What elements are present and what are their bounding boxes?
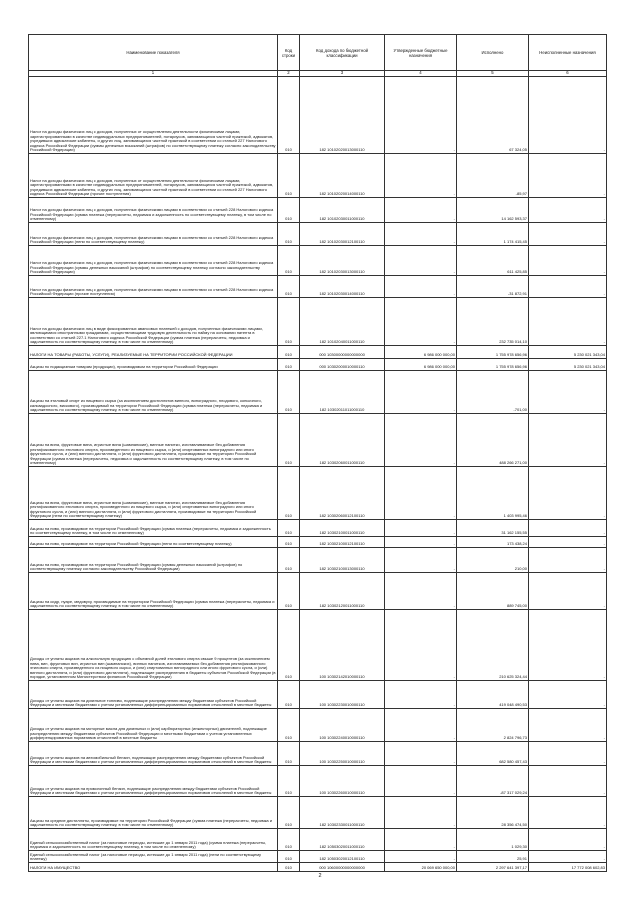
cell-name: Акцизы на пиво, производимое на территории Российской Федерации (суммы денежных взысканий (штрафов) по соответствующему платежу согласно законодательству Российской Федерации) bbox=[29, 548, 278, 573]
cell-approved: - bbox=[385, 414, 457, 467]
cell-unexecuted: - bbox=[529, 246, 607, 276]
cell-kbk: 182 10102020014000110 bbox=[300, 154, 385, 198]
cell-approved: - bbox=[385, 766, 457, 797]
revenue-table bbox=[28, 34, 607, 872]
cell-name: Налог на доходы физических лиц с доходов, полученных физическими лицами в соответствии со статьей 228 Налогового кодекса Российской Федерации (сумма платежа (перерасчеты, недоимка и задолженность по соответствующему платежу, в том числе по отмененному) bbox=[29, 198, 278, 223]
cell-unexecuted: - bbox=[529, 371, 607, 414]
cell-name: Налог на доходы физических лиц с доходов, полученных физическими лицами в соответствии со статьей 228 Налогового кодекса Российской Федерации (суммы денежных взысканий (штрафов) по соответствующему платежу согласно законодательству Российской Федерации) bbox=[29, 246, 278, 276]
cell-name: Налог на доходы физических лиц с доходов, полученных от осуществления деятельности физическими лицами, зарегистрированными в качестве индивидуальных предпринимателей, нотариусов, занимающихся частной практикой, адвокатов, учредивших адвокатские кабинеты, и других лиц, занимающихся частной практикой в соответствии со статьей 227 Налогового кодекса Российской Федерации (суммы денежных взысканий (штрафов) по соответствующему платежу согласно законодательству Российской Федерации) bbox=[29, 77, 278, 154]
cell-unexecuted: - bbox=[529, 548, 607, 573]
cell-executed: 1 029,30 bbox=[457, 829, 529, 851]
column-number: 4 bbox=[385, 71, 457, 77]
cell-name: Акцизы на вина, фруктовые вина, игристые вина (шампанские), винные напитки, изготавливаемые без добавления ректификованного этилового спирта, произведенного из пищевого сырья, и (или) спиртованных виноградного или иного фруктового сусла, и (или) винного дистиллята, и (или) фруктового дистиллята, производимые на территории Российской Федерации (сумма платежа (перерасчеты, недоимка и задолженность по соответствующему платежу, в том числе по отмененному) bbox=[29, 414, 278, 467]
cell-approved: 20 069 650 000,00 bbox=[385, 863, 457, 872]
column-number: 3 bbox=[300, 71, 385, 77]
cell-code: 010 bbox=[278, 276, 300, 298]
cell-kbk: 000 10600000000000000 bbox=[300, 863, 385, 872]
cell-executed: 28 356 474,50 bbox=[457, 797, 529, 829]
cell-unexecuted: - bbox=[529, 198, 607, 223]
table-row bbox=[29, 610, 607, 681]
cell-code: 010 bbox=[278, 863, 300, 872]
cell-approved: - bbox=[385, 276, 457, 298]
cell-unexecuted: - bbox=[529, 851, 607, 863]
cell-code: 010 bbox=[278, 537, 300, 548]
cell-approved: - bbox=[385, 851, 457, 863]
cell-code: 010 bbox=[278, 246, 300, 276]
cell-code: 010 bbox=[278, 797, 300, 829]
cell-code: 010 bbox=[278, 223, 300, 246]
cell-code: 010 bbox=[278, 709, 300, 742]
table-row bbox=[29, 742, 607, 766]
cell-unexecuted: - bbox=[529, 573, 607, 610]
header-executed: Исполнено bbox=[457, 35, 529, 71]
column-number: 6 bbox=[529, 71, 607, 77]
cell-executed: 1 403 995,46 bbox=[457, 467, 529, 520]
cell-name: Акцизы по подакцизным товарам (продукции), производимым на территории Российской Федерации bbox=[29, 359, 278, 371]
cell-unexecuted: - bbox=[529, 537, 607, 548]
table-header-row bbox=[29, 35, 607, 71]
cell-approved: - bbox=[385, 797, 457, 829]
cell-kbk: 182 10302100013000110 bbox=[300, 548, 385, 573]
table-row bbox=[29, 276, 607, 298]
table-row bbox=[29, 573, 607, 610]
cell-executed: 1 174 415,45 bbox=[457, 223, 529, 246]
cell-executed: 25,91 bbox=[457, 851, 529, 863]
cell-approved: - bbox=[385, 829, 457, 851]
cell-name: Единый сельскохозяйственный налог (за налоговые периоды, истекшие до 1 января 2011 года) (сумма платежа (перерасчеты, недоимка и задолженность по соответствующему платежу, в том числе по отмененному) bbox=[29, 829, 278, 851]
cell-executed: 210,00 bbox=[457, 548, 529, 573]
cell-approved: - bbox=[385, 467, 457, 520]
table-row bbox=[29, 829, 607, 851]
cell-kbk: 100 10302142010000110 bbox=[300, 610, 385, 681]
column-number: 1 bbox=[29, 71, 278, 77]
cell-kbk: 182 10102030014000110 bbox=[300, 276, 385, 298]
cell-executed: 611 425,85 bbox=[457, 246, 529, 276]
cell-unexecuted: 17 772 008 602,83 bbox=[529, 863, 607, 872]
cell-executed: -31 872,91 bbox=[457, 276, 529, 298]
cell-executed: 1 755 978 656,96 bbox=[457, 346, 529, 359]
cell-executed: 488 266 271,00 bbox=[457, 414, 529, 467]
cell-code: 010 bbox=[278, 851, 300, 863]
cell-kbk: 182 10302060011000110 bbox=[300, 414, 385, 467]
cell-kbk: 100 10302250010000110 bbox=[300, 742, 385, 766]
cell-code: 010 bbox=[278, 766, 300, 797]
cell-unexecuted: - bbox=[529, 77, 607, 154]
cell-name: Доходы от уплаты акцизов на прямогонный бензин, подлежащие распределению между бюджетами субъектов Российской Федерации и местными бюджетами с учетом установленных дифференцированных нормативов отчислений в местные бюджеты bbox=[29, 766, 278, 797]
cell-unexecuted: - bbox=[529, 610, 607, 681]
cell-approved: - bbox=[385, 371, 457, 414]
cell-unexecuted: - bbox=[529, 467, 607, 520]
cell-code: 010 bbox=[278, 77, 300, 154]
cell-name: Акцизы на сидр, пуаре, медовуху, производимые на территории Российской Федерации (сумма платежа (перерасчеты, недоимка и задолженность по соответствующему платежу, в том числе по отмененному) bbox=[29, 573, 278, 610]
table-row bbox=[29, 154, 607, 198]
header-unexecuted: Неисполненные назначения bbox=[529, 35, 607, 71]
cell-code: 010 bbox=[278, 573, 300, 610]
cell-executed: 232 735 014,10 bbox=[457, 298, 529, 346]
table-row bbox=[29, 371, 607, 414]
cell-code: 010 bbox=[278, 467, 300, 520]
cell-code: 010 bbox=[278, 681, 300, 709]
cell-name: Единый сельскохозяйственный налог (за налоговые периоды, истекшие до 1 января 2011 года) (пени по соответствующему платежу) bbox=[29, 851, 278, 863]
cell-code: 010 bbox=[278, 414, 300, 467]
cell-executed: 2 824 796,73 bbox=[457, 709, 529, 742]
cell-approved: - bbox=[385, 681, 457, 709]
cell-executed: 31 162 155,55 bbox=[457, 520, 529, 537]
cell-kbk: 182 10503020011000110 bbox=[300, 829, 385, 851]
cell-executed: -87 317 029,24 bbox=[457, 766, 529, 797]
cell-kbk: 182 10102030011000110 bbox=[300, 198, 385, 223]
cell-unexecuted: - bbox=[529, 414, 607, 467]
cell-approved: - bbox=[385, 610, 457, 681]
page-number: 2 bbox=[318, 873, 322, 879]
cell-approved: - bbox=[385, 573, 457, 610]
cell-kbk: 182 10302100011000110 bbox=[300, 520, 385, 537]
cell-executed: 889 745,00 bbox=[457, 573, 529, 610]
cell-unexecuted: - bbox=[529, 681, 607, 709]
cell-code: 010 bbox=[278, 154, 300, 198]
table-row bbox=[29, 359, 607, 371]
cell-approved: - bbox=[385, 246, 457, 276]
cell-unexecuted: - bbox=[529, 520, 607, 537]
cell-approved: - bbox=[385, 537, 457, 548]
table-row bbox=[29, 520, 607, 537]
cell-unexecuted: - bbox=[529, 154, 607, 198]
table-body bbox=[29, 77, 607, 872]
table-row bbox=[29, 223, 607, 246]
cell-name: НАЛОГИ НА ИМУЩЕСТВО bbox=[29, 863, 278, 872]
table-row bbox=[29, 77, 607, 154]
cell-name: Акцизы на пиво, производимое на территории Российской Федерации (сумма платежа (перерасчеты, недоимка и задолженность по соответствующему платежу, в том числе по отмененному) bbox=[29, 520, 278, 537]
cell-code: 010 bbox=[278, 829, 300, 851]
cell-executed: 2 297 641 397,17 bbox=[457, 863, 529, 872]
cell-unexecuted: - bbox=[529, 797, 607, 829]
cell-unexecuted: - bbox=[529, 766, 607, 797]
header-approved: Утвержденные бюджетные назначения bbox=[385, 35, 457, 71]
cell-unexecuted: 5 230 021 343,04 bbox=[529, 346, 607, 359]
cell-unexecuted: - bbox=[529, 742, 607, 766]
cell-name: Налог на доходы физических лиц с доходов, полученных физическими лицами в соответствии со статьей 228 Налогового кодекса Российской Федерации (прочие поступления) bbox=[29, 276, 278, 298]
table-row bbox=[29, 467, 607, 520]
cell-approved: - bbox=[385, 154, 457, 198]
header-row-code: Код строки bbox=[278, 35, 300, 71]
table-row bbox=[29, 681, 607, 709]
cell-name: Налог на доходы физических лиц с доходов, полученных физическими лицами в соответствии со статьей 228 Налогового кодекса Российской Федерации (пени по соответствующему платежу) bbox=[29, 223, 278, 246]
cell-name: Налог на доходы физических лиц с доходов, полученных от осуществления деятельности физическими лицами, зарегистрированными в качестве индивидуальных предпринимателей, нотариусов, занимающихся частной практикой, адвокатов, учредивших адвокатские кабинеты, и других лиц, занимающихся частной практикой в соответствии со статьей 227 Налогового кодекса Российской Федерации (прочие поступления) bbox=[29, 154, 278, 198]
cell-kbk: 182 10102040011000110 bbox=[300, 298, 385, 346]
cell-approved: - bbox=[385, 742, 457, 766]
cell-code: 010 bbox=[278, 346, 300, 359]
cell-kbk: 000 10302000010000110 bbox=[300, 359, 385, 371]
table-row bbox=[29, 198, 607, 223]
cell-approved: - bbox=[385, 520, 457, 537]
cell-name: Налог на доходы физических лиц в виде фиксированных авансовых платежей с доходов, полученных физическими лицами, являющимися иностранными гражданами, осуществляющими трудовую деятельность по найму на основании патента в соответствии со статьей 227.1 Налогового кодекса Российской Федерации (сумма платежа (перерасчеты, недоимка и задолженность по соответствующему платежу, в том числе по отмененному) bbox=[29, 298, 278, 346]
cell-code: 010 bbox=[278, 198, 300, 223]
cell-code: 010 bbox=[278, 610, 300, 681]
cell-executed: 173 438,24 bbox=[457, 537, 529, 548]
cell-kbk: 100 10302240010000110 bbox=[300, 709, 385, 742]
header-indicator-name: Наименование показателя bbox=[29, 35, 278, 71]
cell-kbk: 182 10102030013000110 bbox=[300, 246, 385, 276]
cell-name: Доходы от уплаты акцизов на дизельное топливо, подлежащие распределению между бюджетами субъектов Российской Федерации и местными бюджетами с учетом установленных дифференцированных нормативов отчислений в местные бюджеты bbox=[29, 681, 278, 709]
cell-approved: - bbox=[385, 298, 457, 346]
cell-code: 010 bbox=[278, 371, 300, 414]
cell-approved: 6 986 000 000,00 bbox=[385, 359, 457, 371]
cell-name: Акцизы на средние дистилляты, производимые на территории Российской Федерации (сумма платежа (перерасчеты, недоимка и задолженность по соответствующему платежу, в том числе по отмененному) bbox=[29, 797, 278, 829]
cell-unexecuted: - bbox=[529, 709, 607, 742]
cell-kbk: 182 10503020012100110 bbox=[300, 851, 385, 863]
cell-name: НАЛОГИ НА ТОВАРЫ (РАБОТЫ, УСЛУГИ), РЕАЛИЗУЕМЫЕ НА ТЕРРИТОРИИ РОССИЙСКОЙ ФЕДЕРАЦИИ bbox=[29, 346, 278, 359]
cell-name: Акцизы на вина, фруктовые вина, игристые вина (шампанские), винные напитки, изготавливаемые без добавления ректификованного этилового спирта, произведенного из пищевого сырья, и (или) спиртованных виноградного или иного фруктового сусла, и (или) винного дистиллята, и (или) фруктового дистиллята, производимые на территории Российской Федерации (пени по соответствующему платежу) bbox=[29, 467, 278, 520]
cell-name: Акцизы на пиво, производимое на территории Российской Федерации (пени по соответствующему платежу) bbox=[29, 537, 278, 548]
cell-unexecuted: - bbox=[529, 298, 607, 346]
cell-kbk: 182 10302060012100110 bbox=[300, 467, 385, 520]
cell-kbk: 100 10302260010000110 bbox=[300, 766, 385, 797]
cell-kbk: 100 10302230010000110 bbox=[300, 681, 385, 709]
table-row bbox=[29, 851, 607, 863]
cell-executed: 682 580 457,43 bbox=[457, 742, 529, 766]
table-row bbox=[29, 298, 607, 346]
cell-kbk: 182 10302100012100110 bbox=[300, 537, 385, 548]
table-row bbox=[29, 346, 607, 359]
cell-executed: -85,97 bbox=[457, 154, 529, 198]
cell-approved: - bbox=[385, 223, 457, 246]
table-row bbox=[29, 766, 607, 797]
cell-approved: - bbox=[385, 198, 457, 223]
column-number: 5 bbox=[457, 71, 529, 77]
cell-executed: 1 755 978 656,96 bbox=[457, 359, 529, 371]
table-row bbox=[29, 709, 607, 742]
cell-kbk: 182 10302011011000110 bbox=[300, 371, 385, 414]
report-sheet bbox=[28, 34, 606, 872]
cell-kbk: 182 10102020013000110 bbox=[300, 77, 385, 154]
cell-name: Доходы от уплаты акцизов на автомобильный бензин, подлежащие распределению между бюджетами субъектов Российской Федерации и местными бюджетами с учетом установленных дифференцированных нормативов отчислений в местные бюджеты bbox=[29, 742, 278, 766]
cell-executed: 210 625 324,44 bbox=[457, 610, 529, 681]
cell-approved: - bbox=[385, 709, 457, 742]
cell-name: Доходы от уплаты акцизов на алкогольную продукцию с объемной долей этилового спирта свыше 9 процентов (за исключением пива, вин, фруктовых вин, игристых вин (шампанских), винных напитков, изготавливаемых без добавления ректификованного этилового спирта, произведенного из пищевого сырья, и (или) спиртованных виноградного или иного фруктового сусла, и (или) винного дистиллята, и (или) фруктового дистиллята), подлежащие распределению в бюджеты субъектов Российской Федерации (в порядке, установленном Министерством финансов Российской Федерации) bbox=[29, 610, 278, 681]
cell-unexecuted: - bbox=[529, 829, 607, 851]
table-row bbox=[29, 797, 607, 829]
cell-code: 010 bbox=[278, 742, 300, 766]
column-number: 2 bbox=[278, 71, 300, 77]
cell-name: Доходы от уплаты акцизов на моторные масла для дизельных и (или) карбюраторных (инжекторных) двигателей, подлежащие распределению между бюджетами субъектов Российской Федерации и местными бюджетами с учетом установленных дифференцированных нормативов отчислений в местные бюджеты bbox=[29, 709, 278, 742]
table-row bbox=[29, 246, 607, 276]
cell-unexecuted: 5 230 021 343,04 bbox=[529, 359, 607, 371]
cell-code: 010 bbox=[278, 298, 300, 346]
cell-kbk: 182 10302120011000110 bbox=[300, 573, 385, 610]
cell-kbk: 000 10300000000000000 bbox=[300, 346, 385, 359]
table-row bbox=[29, 548, 607, 573]
cell-code: 010 bbox=[278, 359, 300, 371]
header-budget-code: Код дохода по бюджетной классификации bbox=[300, 35, 385, 71]
cell-executed: -701,00 bbox=[457, 371, 529, 414]
cell-name: Акцизы на этиловый спирт из пищевого сырья (за исключением дистиллятов винного, виноградного, плодового, коньячного, кальвадосного, вискового), производимый на территории Российской Федерации (сумма платежа (перерасчеты, недоимка и задолженность по соответствующему платежу, в том числе по отмененному) bbox=[29, 371, 278, 414]
cell-kbk: 182 10102030012100110 bbox=[300, 223, 385, 246]
cell-approved: - bbox=[385, 548, 457, 573]
cell-code: 010 bbox=[278, 520, 300, 537]
cell-unexecuted: - bbox=[529, 223, 607, 246]
cell-approved: - bbox=[385, 77, 457, 154]
table-row bbox=[29, 414, 607, 467]
table-row bbox=[29, 863, 607, 872]
cell-executed: 419 048 490,53 bbox=[457, 681, 529, 709]
cell-unexecuted: - bbox=[529, 276, 607, 298]
cell-approved: 6 986 000 000,00 bbox=[385, 346, 457, 359]
cell-executed: 67 324,05 bbox=[457, 77, 529, 154]
table-row bbox=[29, 537, 607, 548]
cell-executed: 14 162 593,37 bbox=[457, 198, 529, 223]
cell-kbk: 182 10302330011000110 bbox=[300, 797, 385, 829]
cell-code: 010 bbox=[278, 548, 300, 573]
